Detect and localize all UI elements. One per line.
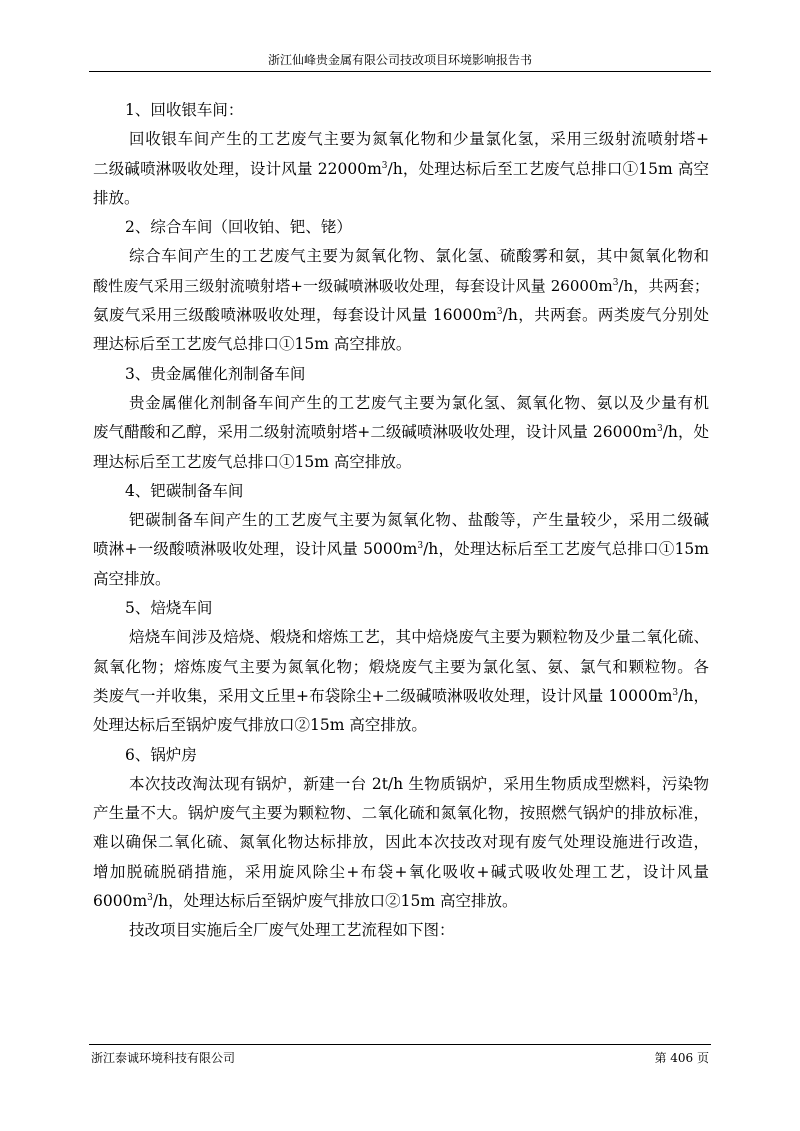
paragraph-line: 增加脱硫脱硝措施，采用旋风除尘+布袋+氧化吸收+碱式吸收处理工艺，设计风量 [93,862,709,881]
paragraph-line: 排放。 [93,188,140,207]
paragraph-line: 钯碳制备车间产生的工艺废气主要为氮氧化物、盐酸等，产生量较少，采用二级碱 [129,511,709,530]
paragraph-line: 废气醋酸和乙醇，采用二级射流喷射塔+二级碱喷淋吸收处理，设计风量 $26000m^3/h$，处 [93,423,709,442]
paragraph-line: 氨废气采用三级酸喷淋吸收处理，每套设计风量 $16000m^3/h$，共两套。两类废气分别处 [93,306,709,325]
paragraph-line: 理达标后至工艺废气总排口①15m 高空排放。 [93,335,412,354]
paragraph-line: 综合车间产生的工艺废气主要为氮氧化物、氯化氢、硫酸雾和氨，其中氮氧化物和 [129,247,709,266]
footer-page-number: 第 406 页 [654,1051,709,1065]
footer-company: 浙江泰诚环境科技有限公司 [91,1051,236,1065]
document-body [93,96,709,946]
paragraph-line: 回收银车间产生的工艺废气主要为氮氧化物和少量氯化氢，采用三级射流喷射塔+ [129,130,709,149]
footer-rule [89,1044,711,1045]
section-heading-4: 4、钯碳制备车间 [125,481,244,500]
paragraph-line: 二级碱喷淋吸收处理，设计风量 $22000m^3/h$，处理达标后至工艺废气总排口①15m 高空 [93,159,710,178]
paragraph-line: 难以确保二氧化硫、氮氧化物达标排放，因此本次技改对现有废气处理设施进行改造， [93,833,709,852]
section-heading-2: 2、综合车间（回收铂、钯、铑） [125,218,352,237]
paragraph-line: 酸性废气采用三级射流喷射塔+一级碱喷淋吸收处理，每套设计风量 $26000m^3/h$，共两套； [93,276,710,295]
paragraph-line: 焙烧车间涉及焙烧、煅烧和熔炼工艺，其中焙烧废气主要为颗粒物及少量二氧化硫、 [129,628,709,647]
section-heading-1: 1、回收银车间： [125,101,244,119]
paragraph-line: 处理达标后至锅炉废气排放口②15m 高空排放。 [93,716,427,735]
paragraph-line: 贵金属催化剂制备车间产生的工艺废气主要为氯化氢、氮氧化物、氨以及少量有机 [129,393,709,412]
paragraph-line: 理达标后至工艺废气总排口①15m 高空排放。 [93,452,412,471]
paragraph-line: 类废气一并收集，采用文丘里+布袋除尘+二级碱喷淋吸收处理，设计风量 $10000m^3/h$， [93,686,709,705]
paragraph-line: 产生量不大。锅炉废气主要为颗粒物、二氧化硫和氮氧化物，按照燃气锅炉的排放标准， [93,804,709,823]
header-rule [89,71,711,72]
paragraph-line: 高空排放。 [93,569,171,588]
paragraph-line: 技改项目实施后全厂废气处理工艺流程如下图： [129,921,455,940]
paragraph-line: 本次技改淘汰现有锅炉，新建一台 2t/h 生物质锅炉，采用生物质成型燃料，污染物 [129,774,709,793]
section-heading-6: 6、锅炉房 [125,745,197,764]
section-heading-5: 5、焙烧车间 [125,599,213,618]
section-heading-3: 3、贵金属催化剂制备车间 [125,364,306,383]
paragraph-line: 氮氧化物；熔炼废气主要为氮氧化物；煅烧废气主要为氯化氢、氨、氯气和颗粒物。各 [93,657,709,676]
paragraph-line: 喷淋+一级酸喷淋吸收处理，设计风量 $5000m^3/h$，处理达标后至工艺废气总排口①15m [93,540,709,559]
paragraph-line: $6000m^3/h$，处理达标后至锅炉废气排放口②15m 高空排放。 [93,892,518,911]
running-header: 浙江仙峰贵金属有限公司技改项目环境影响报告书 [267,53,532,67]
